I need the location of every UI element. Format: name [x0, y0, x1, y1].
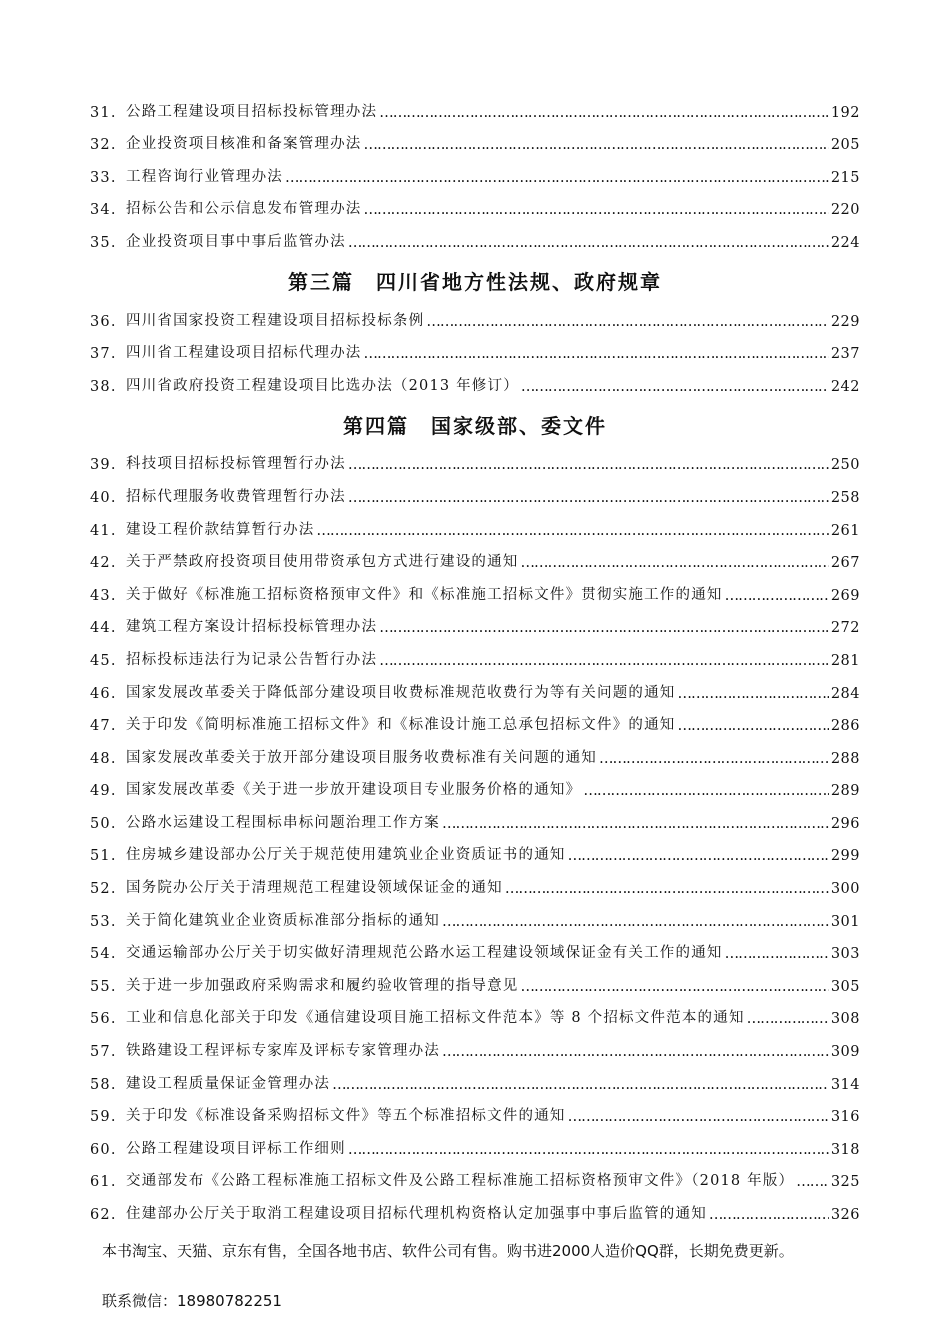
toc-entry-title: 国务院办公厅关于清理规范工程建设领域保证金的通知	[126, 880, 503, 897]
toc-entry-number: 50.	[90, 815, 117, 832]
toc-leader-dots	[364, 137, 829, 153]
table-of-contents	[90, 88, 860, 1223]
toc-entry	[90, 473, 860, 506]
toc-entry	[90, 297, 860, 330]
toc-leader-dots	[379, 105, 829, 121]
toc-entry	[90, 734, 860, 767]
toc-entry	[90, 897, 860, 930]
toc-entry-title: 住建部办公厅关于取消工程建设项目招标代理机构资格认定加强事中事后监管的通知	[126, 1206, 707, 1222]
toc-entry-title: 国家发展改革委《关于进一步放开建设项目专业服务价格的通知》	[126, 782, 582, 799]
toc-leader-dots	[348, 1142, 829, 1158]
toc-entry-number: 61.	[90, 1174, 117, 1191]
toc-entry-page: 308	[830, 1011, 860, 1028]
toc-entry-page: 314	[830, 1076, 860, 1093]
toc-leader-dots	[442, 816, 829, 832]
section-heading-national: 第四篇 国家级部、委文件	[343, 413, 607, 438]
toc-entry-title: 招标代理服务收费管理暂行办法	[126, 488, 346, 505]
toc-entry-page: 258	[830, 489, 860, 506]
toc-entry-title: 四川省国家投资工程建设项目招标投标条例	[126, 312, 425, 329]
toc-entry-page: 267	[830, 555, 860, 572]
toc-entry-page: 303	[830, 946, 860, 963]
toc-entry	[90, 506, 860, 539]
toc-entry-number: 54.	[90, 946, 117, 963]
toc-entry-number: 52.	[90, 881, 117, 898]
toc-entry-title: 工程咨询行业管理办法	[126, 168, 283, 185]
toc-entry-title: 建设工程价款结算暂行办法	[126, 521, 315, 538]
toc-entry	[90, 799, 860, 832]
toc-entry-number: 32.	[90, 137, 117, 154]
toc-entry	[90, 571, 860, 604]
toc-entry-number: 55.	[90, 978, 117, 995]
toc-leader-dots	[505, 881, 829, 897]
toc-leader-dots	[678, 686, 829, 702]
toc-entry-page: 289	[830, 783, 860, 800]
toc-entry	[90, 1190, 860, 1223]
toc-entry	[90, 930, 860, 963]
toc-entry	[90, 121, 860, 154]
toc-entry-number: 51.	[90, 848, 117, 865]
toc-leader-dots	[747, 1011, 829, 1027]
toc-leader-dots	[364, 202, 829, 218]
toc-entry-title: 关于进一步加强政府采购需求和履约验收管理的指导意见	[126, 977, 519, 994]
toc-entry-title: 国家发展改革委关于降低部分建设项目收费标准规范收费行为等有关问题的通知	[126, 684, 676, 701]
toc-entry	[90, 669, 860, 702]
toc-entry-title: 四川省政府投资工程建设项目比选办法（2013 年修订）	[126, 377, 519, 394]
toc-entry-title: 关于严禁政府投资项目使用带资承包方式进行建设的通知	[126, 554, 519, 571]
toc-entry-page: 325	[830, 1174, 860, 1191]
toc-entry-page: 301	[830, 913, 860, 930]
toc-leader-dots	[568, 848, 829, 864]
toc-entry-title: 四川省工程建设项目招标代理办法	[126, 345, 362, 362]
toc-entry	[90, 330, 860, 363]
toc-entry-page: 284	[830, 685, 860, 702]
toc-entry-number: 34.	[90, 202, 117, 219]
toc-entry-number: 44.	[90, 620, 117, 637]
toc-leader-dots	[521, 979, 829, 995]
toc-entry-page: 296	[830, 815, 860, 832]
toc-entry-page: 205	[830, 137, 860, 154]
toc-entry-page: 316	[830, 1109, 860, 1126]
toc-entry-page: 281	[830, 652, 860, 669]
toc-entry-page: 272	[830, 620, 860, 637]
toc-leader-dots	[678, 718, 829, 734]
toc-entry-number: 31.	[90, 104, 117, 121]
toc-entry-page: 237	[830, 346, 860, 363]
toc-entry-title: 国家发展改革委关于放开部分建设项目服务收费标准有关问题的通知	[126, 749, 597, 766]
toc-entry-page: 215	[830, 169, 860, 186]
toc-entry-title: 住房城乡建设部办公厅关于规范使用建筑业企业资质证书的通知	[126, 847, 566, 864]
toc-entry-number: 58.	[90, 1076, 117, 1093]
toc-leader-dots	[521, 379, 829, 395]
toc-entry-title: 关于印发《简明标准施工招标文件》和《标准设计施工总承包招标文件》的通知	[126, 717, 676, 734]
toc-entry	[90, 1060, 860, 1093]
toc-entry-number: 53.	[90, 913, 117, 930]
toc-entry-title: 公路工程建设项目招标投标管理办法	[126, 103, 378, 120]
toc-leader-dots	[285, 170, 829, 186]
toc-entry	[90, 1158, 860, 1191]
toc-section-sichuan	[90, 297, 860, 395]
toc-entry-page: 305	[830, 978, 860, 995]
toc-entry-title: 招标公告和公示信息发布管理办法	[126, 201, 362, 218]
toc-entry-page: 299	[830, 848, 860, 865]
toc-entry	[90, 1027, 860, 1060]
toc-entry-number: 41.	[90, 522, 117, 539]
toc-entry-page: 261	[830, 522, 860, 539]
toc-entry-page: 224	[830, 234, 860, 251]
toc-entry-page: 286	[830, 718, 860, 735]
toc-entry-title: 关于简化建筑业企业资质标准部分指标的通知	[126, 912, 440, 929]
toc-entry-number: 59.	[90, 1109, 117, 1126]
toc-entry-number: 62.	[90, 1207, 117, 1223]
toc-leader-dots	[725, 588, 829, 604]
toc-leader-dots	[379, 653, 829, 669]
toc-entry-title: 建筑工程方案设计招标投标管理办法	[126, 619, 378, 636]
toc-entry-title: 关于印发《标准设备采购招标文件》等五个标准招标文件的通知	[126, 1108, 566, 1125]
toc-entry-number: 46.	[90, 685, 117, 702]
toc-leader-dots	[599, 751, 829, 767]
toc-entry-title: 招标投标违法行为记录公告暂行办法	[126, 651, 378, 668]
toc-leader-dots	[348, 457, 829, 473]
toc-leader-dots	[348, 235, 829, 251]
toc-entry-number: 45.	[90, 652, 117, 669]
toc-leader-dots	[442, 914, 829, 930]
toc-entry-title: 企业投资项目核准和备案管理办法	[126, 136, 362, 153]
section-heading-sichuan: 第三篇 四川省地方性法规、政府规章	[288, 269, 662, 294]
toc-entry	[90, 832, 860, 865]
toc-entry-page: 326	[830, 1207, 860, 1223]
toc-entry-number: 60.	[90, 1141, 117, 1158]
toc-leader-dots	[348, 490, 829, 506]
toc-entry-page: 318	[830, 1141, 860, 1158]
toc-entry-page: 269	[830, 587, 860, 604]
toc-entry	[90, 995, 860, 1028]
toc-leader-dots	[316, 523, 828, 539]
toc-entry-number: 35.	[90, 234, 117, 251]
toc-entry	[90, 1125, 860, 1158]
toc-entry	[90, 962, 860, 995]
toc-entry-title: 公路水运建设工程围标串标问题治理工作方案	[126, 814, 440, 831]
toc-entry	[90, 864, 860, 897]
toc-entry-number: 40.	[90, 489, 117, 506]
toc-entry-title: 关于做好《标准施工招标资格预审文件》和《标准施工招标文件》贯彻实施工作的通知	[126, 586, 723, 603]
toc-leader-dots	[709, 1207, 829, 1223]
toc-section-national	[90, 441, 860, 1223]
toc-entry-number: 43.	[90, 587, 117, 604]
toc-entry-number: 57.	[90, 1044, 117, 1061]
toc-entry-page: 229	[830, 313, 860, 330]
toc-leader-dots	[442, 1044, 829, 1060]
toc-entry	[90, 539, 860, 572]
toc-entry	[90, 362, 860, 395]
toc-entry-number: 38.	[90, 378, 117, 395]
toc-entry	[90, 1093, 860, 1126]
toc-entry-page: 242	[830, 378, 860, 395]
toc-leader-dots	[426, 314, 829, 330]
toc-entry	[90, 636, 860, 669]
toc-entry-page: 309	[830, 1044, 860, 1061]
footer-note: 本书淘宝、天猫、京东有售，全国各地书店、软件公司有售。购书进2000人造价QQ群，长期免费更新。	[102, 1242, 794, 1260]
toc-entry	[90, 186, 860, 219]
toc-entry-title: 工业和信息化部关于印发《通信建设项目施工招标文件范本》等 8 个招标文件范本的通知	[126, 1010, 745, 1027]
toc-entry-number: 47.	[90, 718, 117, 735]
toc-entry-title: 铁路建设工程评标专家库及评标专家管理办法	[126, 1043, 440, 1060]
toc-entry-page: 250	[830, 457, 860, 474]
toc-entry-number: 42.	[90, 555, 117, 572]
toc-entry-title: 建设工程质量保证金管理办法	[126, 1075, 331, 1092]
toc-entry-title: 公路工程建设项目评标工作细则	[126, 1140, 346, 1157]
toc-entry-title: 科技项目招标投标管理暂行办法	[126, 456, 346, 473]
toc-section-laws	[90, 88, 860, 251]
toc-entry-number: 33.	[90, 169, 117, 186]
toc-entry	[90, 604, 860, 637]
toc-entry-number: 36.	[90, 313, 117, 330]
toc-leader-dots	[379, 620, 829, 636]
toc-leader-dots	[568, 1109, 829, 1125]
toc-leader-dots	[725, 946, 829, 962]
toc-entry-title: 交通运输部办公厅关于切实做好清理规范公路水运工程建设领域保证金有关工作的通知	[126, 945, 723, 962]
toc-entry	[90, 702, 860, 735]
toc-entry	[90, 153, 860, 186]
toc-entry-number: 39.	[90, 457, 117, 474]
toc-entry-number: 49.	[90, 783, 117, 800]
toc-entry	[90, 441, 860, 474]
toc-leader-dots	[583, 783, 829, 799]
toc-entry-number: 48.	[90, 750, 117, 767]
toc-entry-number: 56.	[90, 1011, 117, 1028]
toc-entry-title: 交通部发布《公路工程标准施工招标文件及公路工程标准施工招标资格预审文件》（2018 年版）	[126, 1173, 795, 1190]
toc-entry-page: 220	[830, 202, 860, 219]
toc-entry	[90, 218, 860, 251]
toc-entry-page: 192	[830, 104, 860, 121]
toc-leader-dots	[332, 1077, 829, 1093]
toc-entry-title: 企业投资项目事中事后监管办法	[126, 233, 346, 250]
toc-leader-dots	[796, 1174, 829, 1190]
toc-entry-page: 300	[830, 881, 860, 898]
contact-wechat: 联系微信：18980782251	[102, 1292, 282, 1310]
toc-entry-number: 37.	[90, 346, 117, 363]
toc-leader-dots	[521, 555, 829, 571]
toc-leader-dots	[364, 346, 829, 362]
toc-entry	[90, 88, 860, 121]
toc-entry	[90, 767, 860, 800]
toc-entry-page: 288	[830, 750, 860, 767]
